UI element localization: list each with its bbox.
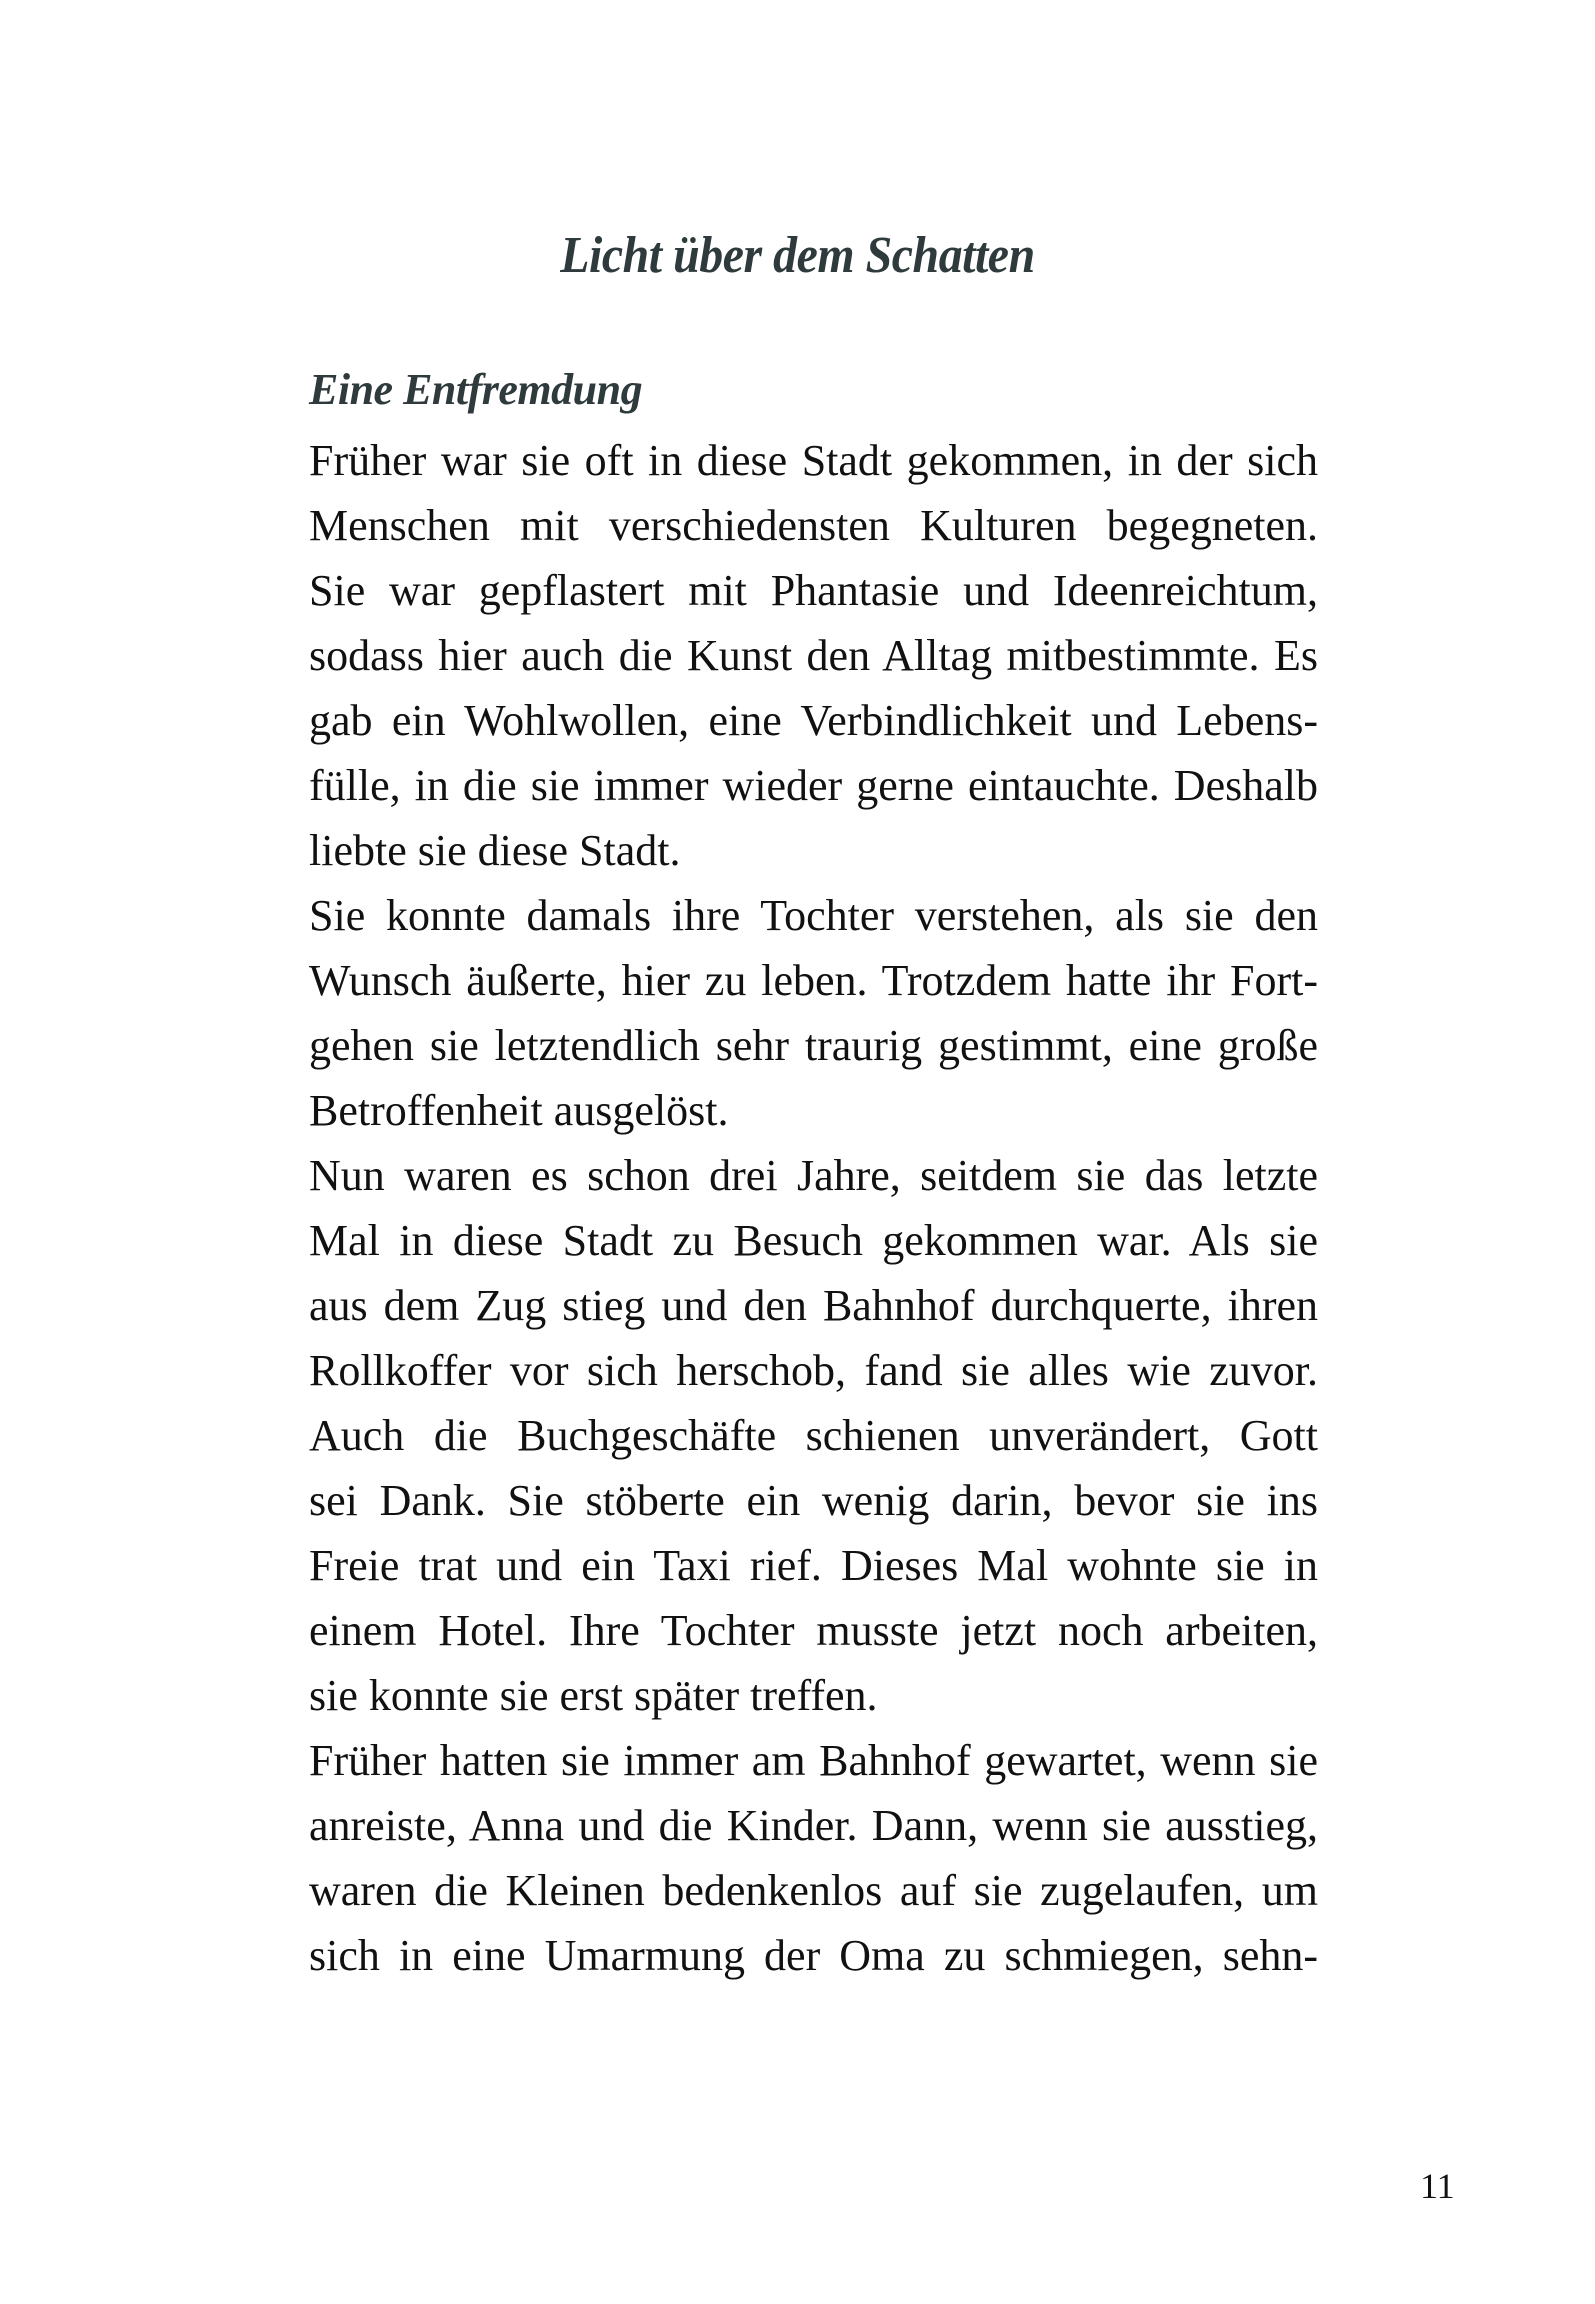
text-line: gab ein Wohlwollen, eine Verbindlichkeit und Lebens- [309, 696, 1318, 745]
text-line: gehen sie letztendlich sehr traurig gestimmt, eine große [309, 1021, 1318, 1070]
text-line: Früher hatten sie immer am Bahnhof gewartet, wenn sie [309, 1736, 1318, 1785]
text-line: fülle, in die sie immer wieder gerne eintauchte. Deshalb [309, 761, 1318, 810]
text-line: Auch die Buchgeschäfte schienen unverändert, Gott [309, 1411, 1318, 1460]
text-line: Früher war sie oft in diese Stadt gekommen, in der sich [309, 436, 1318, 485]
text-line: Mal in diese Stadt zu Besuch gekommen war. Als sie [309, 1216, 1318, 1265]
text-line: Freie trat und ein Taxi rief. Dieses Mal wohnte sie in [309, 1541, 1318, 1590]
text-line: sie konnte sie erst später treffen. [309, 1671, 878, 1720]
text-line: sich in eine Umarmung der Oma zu schmiegen, sehn- [309, 1931, 1318, 1980]
text-line: Rollkoffer vor sich herschob, fand sie alles wie zuvor. [309, 1346, 1318, 1395]
chapter-title: Licht über dem Schatten [560, 227, 1035, 284]
section-heading: Eine Entfremdung [309, 365, 643, 414]
body-text [309, 428, 1318, 1988]
text-line: anreiste, Anna und die Kinder. Dann, wenn sie ausstieg, [309, 1801, 1318, 1850]
text-line: Menschen mit verschiedensten Kulturen begegneten. [309, 501, 1318, 550]
text-line: liebte sie diese Stadt. [309, 826, 681, 875]
text-line: waren die Kleinen bedenkenlos auf sie zugelaufen, um [309, 1866, 1318, 1915]
text-line: Nun waren es schon drei Jahre, seitdem sie das letzte [309, 1151, 1318, 1200]
text-line: einem Hotel. Ihre Tochter musste jetzt noch arbeiten, [309, 1606, 1318, 1655]
text-line: aus dem Zug stieg und den Bahnhof durchquerte, ihren [309, 1281, 1318, 1330]
text-line: sodass hier auch die Kunst den Alltag mitbestimmte. Es [309, 631, 1318, 680]
text-line: sei Dank. Sie stöberte ein wenig darin, bevor sie ins [309, 1476, 1318, 1525]
text-line: Sie konnte damals ihre Tochter verstehen, als sie den [309, 891, 1318, 940]
text-line: Betroffenheit ausgelöst. [309, 1086, 729, 1135]
text-line: Sie war gepflastert mit Phantasie und Ideenreichtum, [309, 566, 1318, 615]
page-number: 11 [1420, 2166, 1455, 2206]
text-line: Wunsch äußerte, hier zu leben. Trotzdem hatte ihr Fort- [309, 956, 1318, 1005]
